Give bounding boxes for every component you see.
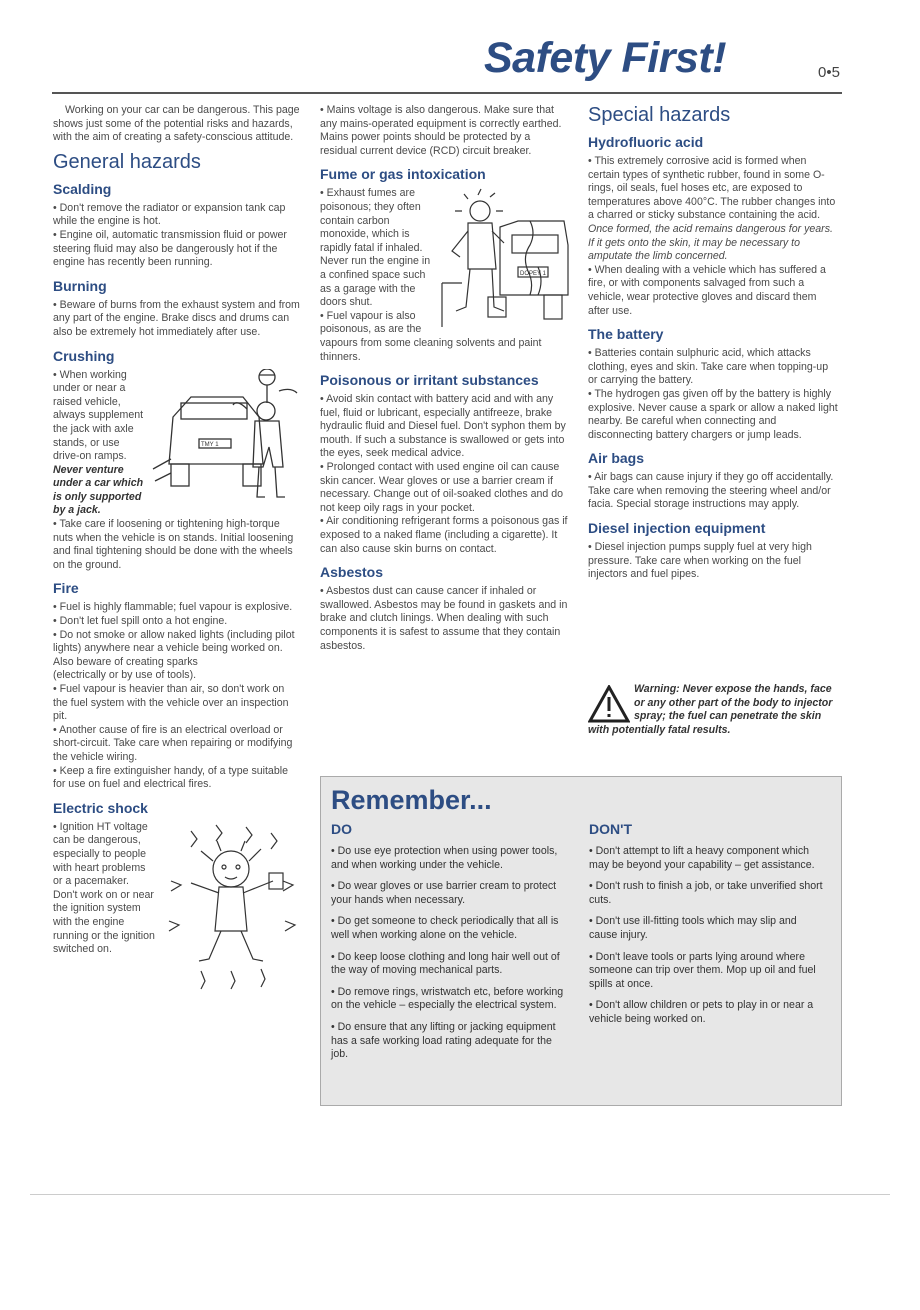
general-hazards-heading: General hazards [53,150,201,173]
airbags-heading: Air bags [588,450,645,467]
poisonous-text-3: • Air conditioning refrigerant forms a poisonous gas if exposed to a naked flame (including a cigarette). It can also cause skin burns on contact. [320,515,568,555]
intro-text: Working on your car can be dangerous. This page shows just some of the potential risks and hazards, with the aim of creating a safety-conscious attitude. [53,104,300,144]
poisonous-text-1: • Avoid skin contact with battery acid and with any fuel, fluid or lubricant, especially antifreeze, brake hydraulic fluid and Diesel fuel. Don't syphon them by mouth. If such a substance is swallowed or gets into the eyes, seek medical advice. [320,393,566,460]
do-heading: DO [331,821,352,837]
hydrofluoric-text-1: • This extremely corrosive acid is formed when certain types of synthetic rubber, found in some O-rings, oil seals, fuel hoses etc, are exposed to temperatures above 400°C. The rubber changes into a charred or sticky substance containing the acid. [588,155,836,222]
poisonous-heading: Poisonous or irritant substances [320,372,539,389]
fire-text-5: • Another cause of fire is an electrical overload or short-circuit. Take care when repairing or modifying the vehicle wiring. [53,723,293,763]
airbags-text: • Air bags can cause injury if they go off accidentally. Take care when removing the steering wheel and/or facia. Special storage instructions may apply. [588,471,834,511]
battery-text-1: • Batteries contain sulphuric acid, which attacks clothing, eyes and skin. Take care when topping-up or carrying the battery. [588,347,829,387]
electric-shock-heading: Electric shock [53,799,148,816]
hydrofluoric-italic-text: Once formed, the acid remains dangerous for years. If it gets onto the skin, it may be necessary to amputate the limb concerned. [588,222,833,263]
fire-text-6: • Keep a fire extinguisher handy, of a type suitable for use on fuel and electrical fires. [53,764,288,791]
column-special-hazards [588,104,840,582]
crushing-text-2: • Take care if loosening or tightening high-torque nuts when the vehicle is on stands. Initial loosening and final tightening should be done with the wheels on the ground. [53,518,294,571]
do-item: • Do get someone to check periodically that all is well when working alone on the vehicle. [331,915,559,941]
electric-shock-text: • Ignition HT voltage can be dangerous, especially to people with heart problems or a pacemaker. Don't work on or near the ignition system with the engine running or the ignition switched on. [53,820,155,956]
asbestos-text: • Asbestos dust can cause cancer if inhaled or swallowed. Asbestos may be found in gaskets and in brake and clutch linings. When dealing with such components it is safest to assume that they contain asbestos. [320,585,568,652]
do-item: • Do ensure that any lifting or jacking equipment has a safe working load rating adequate for the job. [331,1020,556,1061]
header-divider [52,92,842,94]
burning-text: • Beware of burns from the exhaust system and from any part of the engine. Brake discs and drums can also be extremely hot immediately after use. [53,298,300,338]
page-title: Safety First! [484,34,727,82]
battery-heading: The battery [588,326,664,343]
diesel-text: • Diesel injection pumps supply fuel at very high pressure. Take care when working on the fuel injectors and fuel pipes. [588,541,812,581]
warning-triangle-icon [588,685,630,723]
do-item: • Do use eye protection when using power tools, and when working under the vehicle. [331,845,558,871]
dont-item: • Don't allow children or pets to play in or near a vehicle being worked on. [589,999,814,1025]
scalding-text-1: • Don't remove the radiator or expansion tank cap while the engine is hot. [53,201,286,228]
car-on-jack-illustration [151,369,301,504]
fire-text-1: • Fuel is highly flammable; fuel vapour is explosive. [53,601,293,614]
dont-item: • Don't use ill-fitting tools which may slip and cause injury. [589,915,797,941]
fire-heading: Fire [53,580,79,597]
dont-item: • Don't rush to finish a job, or take unverified short cuts. [589,880,823,906]
dont-list [589,821,827,1035]
battery-text-2: • The hydrogen gas given off by the battery is highly explosive. Never cause a spark or allow a naked light nearby. Be careful when connecting and disconnecting battery chargers or jump leads. [588,387,838,441]
fire-text-3b: (electrically or by use of tools). [53,669,197,682]
injector-warning [588,683,838,737]
diesel-heading: Diesel injection equipment [588,520,766,537]
hydrofluoric-text-2: • When dealing with a vehicle which has suffered a fire, or with components salvaged from such a vehicle, wear protective gloves and discard them after use. [588,263,826,317]
fume-text-1: • Exhaust fumes are poisonous; they often contain carbon monoxide, which is rapidly fatal if inhaled. Never run the engine in a confined space such as a garage with the doors shut. [320,187,431,309]
crushing-text-1: • When working under or near a raised vehicle, always supplement the jack with axle stands, or use drive-on ramps. [53,368,144,463]
special-hazards-heading: Special hazards [588,104,731,126]
exhaust-fumes-illustration [438,187,570,332]
do-item: • Do remove rings, wristwatch etc, before working on the vehicle – especially the electrical system. [331,985,564,1012]
do-item: • Do keep loose clothing and long hair well out of the way of moving mechanical parts. [331,950,560,977]
asbestos-heading: Asbestos [320,564,384,581]
mains-voltage-text: • Mains voltage is also dangerous. Make sure that any mains-operated equipment is correctly earthed. Mains power points should be protected by a residual current device (RCD) circuit breaker. [320,104,562,157]
hydrofluoric-heading: Hydrofluoric acid [588,134,704,150]
column-intoxication [320,104,570,653]
do-item: • Do wear gloves or use barrier cream to protect your hands when necessary. [331,880,557,906]
remember-panel [320,776,842,1106]
license-plate-text: DOPEY 1 [520,271,546,278]
injector-warning-text: Warning: Never expose the hands, face or any other part of the body to injector spray; the fuel can penetrate the skin with potentially fatal results. [588,683,833,736]
dont-heading: DON'T [589,821,632,837]
crushing-heading: Crushing [53,347,115,364]
scalding-text-2: • Engine oil, automatic transmission fluid or power steering fluid may also be dangerously hot if the engine has recently been running. [53,228,287,269]
fume-text-2: • Fuel vapour is also poisonous, as are the vapours from some cleaning solvents and paint thinners. [320,309,542,363]
page-number: 0•5 [818,64,840,81]
fire-text-2: • Don't let fuel spill onto a hot engine. [53,615,228,628]
fume-heading: Fume or gas intoxication [320,166,486,183]
remember-heading: Remember... [331,785,492,815]
fire-text-3: • Do not smoke or allow naked lights (including pilot lights) anywhere near a vehicle being worked on. Also beware of creating sparks [53,628,295,668]
scalding-heading: Scalding [53,180,112,197]
dont-item: • Don't leave tools or parts lying around where someone can trip over them. Mop up oil and fuel spills at once. [589,950,816,990]
poisonous-text-2: • Prolonged contact with used engine oil can cause skin cancer. Wear gloves or use a barrier cream if necessary. Change out of oil-soaked clothes and do not keep oily rags in your pocket. [320,461,564,514]
electric-shock-illustration [161,821,301,991]
do-list [331,821,569,1070]
footer-divider [30,1194,890,1195]
column-general-hazards [53,104,301,993]
dont-item: • Don't attempt to lift a heavy component which may be beyond your capability – get assistance. [589,845,815,871]
crushing-warning-text: Never venture under a car which is only supported by a jack. [53,463,144,517]
burning-heading: Burning [53,277,107,294]
fire-text-4: • Fuel vapour is heavier than air, so don't work on the fuel system with the vehicle over an inspection pit. [53,683,289,723]
svg-text:TMY 1: TMY 1 [201,441,219,448]
